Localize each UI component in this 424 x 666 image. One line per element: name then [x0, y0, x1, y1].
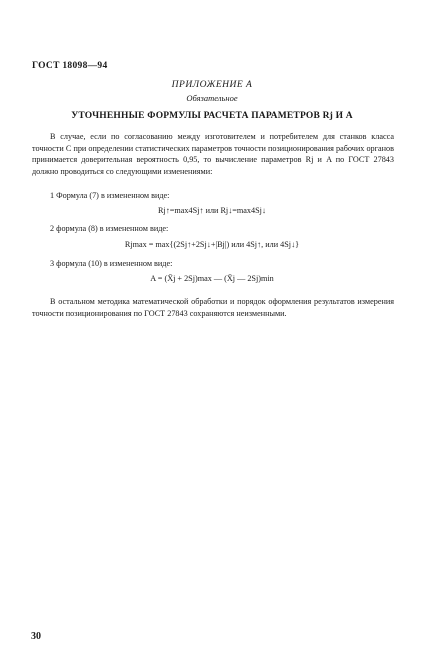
closing-paragraph: В остальном методика математической обработки и порядок оформления результатов измерения точности позиционирования по ГОСТ 27843 сохраняются неизменными. [32, 297, 394, 318]
formula-8: Rjmax = max{(2Sj↑+2Sj↓+|Bj|) или 4Sj↑, или 4Sj↓} [124, 240, 300, 249]
page-number: 30 [31, 631, 41, 642]
appendix-status: Обязательное [186, 93, 238, 103]
section-heading: УТОЧНЕННЫЕ ФОРМУЛЫ РАСЧЕТА ПАРАМЕТРОВ Rj И A [71, 111, 353, 121]
appendix-title: ПРИЛОЖЕНИЕ А [171, 80, 253, 90]
formula-10: A = (X̄j + 2Sj)max — (X̄j — 2Sj)min [150, 274, 274, 283]
standard-header: ГОСТ 18098—94 [32, 61, 108, 71]
item-2-label: 2 формула (8) в измененном виде: [50, 224, 169, 233]
intro-paragraph: В случае, если по согласованию между изготовителем и потребителем для станков класса точности С при определении статистических параметров точности позиционирования рабочих органов принимается доверительная вероятность 0,95, то вычисление параметров Rj и A по ГОСТ 27843 должно проводиться со следующими изменениями: [32, 132, 394, 176]
item-3-label: 3 формула (10) в измененном виде: [50, 259, 173, 268]
formula-7: Rj↑=max4Sj↑ или Rj↓=max4Sj↓ [157, 206, 267, 215]
item-1-label: 1 Формула (7) в измененном виде: [50, 191, 170, 200]
